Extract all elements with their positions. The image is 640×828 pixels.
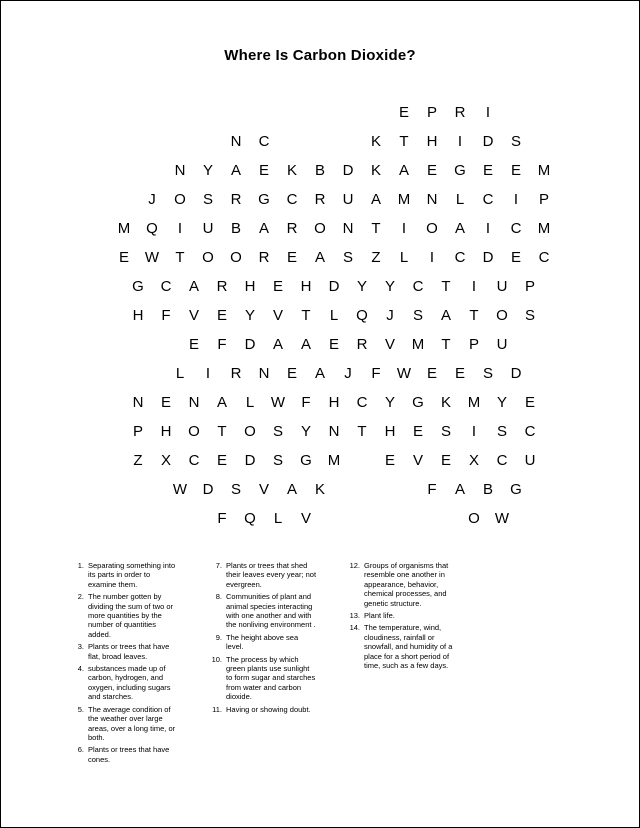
clue-number: 1. [77,561,84,570]
grid-cell[interactable]: V [384,336,395,353]
clue-item [69,642,179,661]
grid-cell[interactable]: W [494,510,510,527]
grid-cell[interactable]: P [468,336,479,353]
grid-cell[interactable]: S [496,423,507,440]
grid-cell[interactable]: A [314,249,325,266]
grid-cell-empty [110,185,138,214]
grid-cell-empty [96,301,124,330]
grid-cell[interactable]: H [300,278,312,295]
grid-cell[interactable]: K [370,133,381,150]
grid-cell[interactable]: E [398,104,409,121]
clue-number: 13. [349,611,360,621]
grid-cell[interactable]: T [371,220,381,237]
clue-text: Plants or trees that have cones. [88,745,170,764]
grid-cell-empty [334,98,362,127]
clue-number: 5. [77,704,84,714]
grid-cell-empty [96,272,124,301]
grid-cell[interactable]: A [370,191,381,208]
page-title: Where Is Carbon Dioxide? [224,47,416,64]
grid-cell[interactable]: K [286,162,297,179]
grid-cell-empty [306,98,334,127]
grid-row [96,417,544,446]
grid-cell[interactable]: Y [384,278,395,295]
grid-cell[interactable]: T [399,133,409,150]
grid-cell[interactable]: C [188,452,200,469]
clue-number: 10. [211,654,222,664]
grid-cell-empty [348,446,376,475]
grid-cell[interactable]: S [272,423,283,440]
grid-cell[interactable]: E [216,452,227,469]
clue-column [69,561,179,767]
grid-cell[interactable]: D [482,133,494,150]
grid-cell[interactable]: A [272,336,283,353]
grid-row [96,388,544,417]
word-search-grid [1,98,639,533]
grid-cell[interactable]: G [412,394,424,411]
grid-cell[interactable]: F [371,365,381,382]
grid-cell-empty [194,98,222,127]
grid-cell[interactable]: W [144,249,160,266]
grid-cell-empty [334,475,362,504]
grid-cell[interactable]: H [328,394,340,411]
grid-cell[interactable]: E [510,249,521,266]
grid-cell[interactable]: I [513,191,519,208]
grid-cell-empty [166,127,194,156]
grid-cell[interactable]: E [384,452,395,469]
grid-cell-empty [390,475,418,504]
grid-cell[interactable]: L [455,191,465,208]
grid-row [96,301,544,330]
clue-text: Separating something into its parts in order to examine them. [88,561,176,589]
grid-cell[interactable]: C [286,191,298,208]
grid-cell[interactable]: E [510,162,521,179]
grid-row [124,330,516,359]
grid-cell-empty [334,127,362,156]
grid-cell[interactable]: N [230,133,242,150]
grid-cell-empty [96,417,124,446]
grid-cell[interactable]: R [258,249,270,266]
grid-cell[interactable]: N [188,394,200,411]
grid-cell[interactable]: X [468,452,479,469]
clue-number: 2. [77,592,84,602]
clue-text: The height above sea level. [226,632,299,652]
grid-cell[interactable]: C [538,249,550,266]
clue-text: Plants or trees that shed their leaves every year; not evergreen. [226,561,317,589]
grid-cell[interactable]: I [485,104,491,121]
grid-cell[interactable]: Y [300,423,311,440]
grid-cell[interactable]: A [300,336,311,353]
grid-cell[interactable]: K [440,394,451,411]
grid-cell[interactable]: O [426,220,438,237]
grid-cell-empty [194,127,222,156]
grid-cell[interactable]: N [426,191,438,208]
grid-cell[interactable]: I [471,278,477,295]
grid-cell[interactable]: E [118,249,129,266]
grid-cell[interactable]: K [370,162,381,179]
grid-cell[interactable]: S [230,481,241,498]
grid-cell[interactable]: E [258,162,269,179]
clue-number: 12. [349,561,360,570]
grid-cell-empty [110,127,138,156]
grid-cell[interactable]: A [314,365,325,382]
clue-item [345,623,455,670]
grid-cell-empty [110,359,138,388]
clue-item [345,561,455,608]
grid-cell[interactable]: C [356,394,368,411]
clue-list [69,561,569,767]
grid-cell-empty [278,127,306,156]
clue-item [207,561,317,589]
grid-cell[interactable]: C [454,249,466,266]
grid-cell-empty [110,475,138,504]
grid-cell[interactable]: A [454,220,465,237]
grid-cell[interactable]: E [286,249,297,266]
clue-text: Groups of organisms that resemble one another in appearance, behavior, chemical processes, and genetic structure. [364,561,449,608]
grid-cell[interactable]: G [300,452,312,469]
grid-cell[interactable]: C [510,220,522,237]
grid-cell[interactable]: V [188,307,199,324]
grid-cell[interactable]: O [230,249,242,266]
grid-cell[interactable]: S [412,307,423,324]
grid-cell-empty [320,504,348,533]
grid-cell[interactable]: U [342,191,354,208]
grid-cell[interactable]: E [216,307,227,324]
grid-cell[interactable]: L [245,394,255,411]
grid-cell[interactable]: J [386,307,394,324]
clue-number: 4. [77,664,84,674]
grid-cell[interactable]: M [397,191,411,208]
grid-cell[interactable]: V [272,307,283,324]
grid-cell-empty [138,359,166,388]
grid-cell[interactable]: O [174,191,186,208]
grid-cell[interactable]: I [485,220,491,237]
grid-cell[interactable]: D [328,278,340,295]
grid-cell[interactable]: M [467,394,481,411]
grid-cell[interactable]: I [429,249,435,266]
grid-cell[interactable]: O [244,423,256,440]
grid-cell[interactable]: E [524,394,535,411]
grid-cell[interactable]: U [496,278,508,295]
grid-cell-empty [138,127,166,156]
grid-cell[interactable]: O [468,510,480,527]
grid-cell-empty [124,330,152,359]
grid-cell-empty [138,475,166,504]
grid-cell[interactable]: T [441,336,451,353]
grid-cell[interactable]: A [286,481,297,498]
grid-cell-empty [404,504,432,533]
grid-cell[interactable]: U [524,452,536,469]
grid-cell[interactable]: S [272,452,283,469]
grid-cell-empty [138,156,166,185]
grid-cell[interactable]: I [177,220,183,237]
grid-cell[interactable]: D [342,162,354,179]
grid-row [124,504,516,533]
grid-cell[interactable]: C [496,452,508,469]
clue-item [69,592,179,639]
grid-row [110,98,530,127]
grid-cell-empty [180,504,208,533]
grid-row [82,185,558,214]
clue-item [207,705,317,714]
grid-cell[interactable]: O [202,249,214,266]
grid-cell[interactable]: Y [244,307,255,324]
grid-cell-empty [166,98,194,127]
grid-cell[interactable]: T [175,249,185,266]
grid-cell-empty [82,214,110,243]
grid-cell-empty [362,98,390,127]
grid-cell[interactable]: C [524,423,536,440]
clue-text: Communities of plant and animal species interacting with one another and with the nonliving environment . [226,592,316,630]
grid-cell[interactable]: L [399,249,409,266]
grid-cell[interactable]: B [230,220,241,237]
clue-item [207,633,317,652]
clue-number: 14. [349,623,360,633]
clue-item [345,611,455,620]
grid-cell-empty [152,504,180,533]
grid-cell[interactable]: I [205,365,211,382]
grid-row [82,243,558,272]
grid-cell[interactable]: A [258,220,269,237]
grid-cell-empty [250,98,278,127]
grid-cell[interactable]: C [160,278,172,295]
grid-cell[interactable]: O [496,307,508,324]
clue-number: 8. [215,592,222,602]
grid-cell[interactable]: N [328,423,340,440]
grid-cell[interactable]: A [454,481,465,498]
grid-cell[interactable]: L [329,307,339,324]
clue-column [345,561,455,767]
grid-cell[interactable]: T [441,278,451,295]
grid-cell[interactable]: M [411,336,425,353]
grid-cell[interactable]: L [175,365,185,382]
grid-cell[interactable]: R [286,220,298,237]
grid-cell[interactable]: S [202,191,213,208]
grid-row [110,475,530,504]
grid-cell-empty [376,504,404,533]
grid-cell[interactable]: T [217,423,227,440]
grid-cell[interactable]: A [440,307,451,324]
grid-cell[interactable]: N [174,162,186,179]
grid-cell[interactable]: B [314,162,325,179]
grid-cell[interactable]: N [132,394,144,411]
grid-cell[interactable]: U [496,336,508,353]
grid-cell[interactable]: R [314,191,326,208]
grid-cell[interactable]: Z [371,249,381,266]
grid-cell[interactable]: O [188,423,200,440]
grid-cell[interactable]: A [216,394,227,411]
grid-cell[interactable]: E [426,365,437,382]
grid-cell[interactable]: U [202,220,214,237]
grid-cell[interactable]: I [401,220,407,237]
grid-cell[interactable]: J [344,365,352,382]
grid-cell[interactable]: N [258,365,270,382]
clue-text: The temperature, wind, cloudiness, rainfall or snowfall, and humidity of a place for a short period of time, such as a few days. [364,623,453,671]
grid-cell-empty [82,243,110,272]
grid-cell[interactable]: G [510,481,522,498]
grid-cell[interactable]: M [327,452,341,469]
grid-cell[interactable]: A [188,278,199,295]
clue-text: Plant life. [364,611,395,621]
grid-cell[interactable]: Q [356,307,368,324]
grid-cell[interactable]: S [342,249,353,266]
grid-cell[interactable]: R [356,336,368,353]
grid-cell[interactable]: H [426,133,438,150]
grid-cell[interactable]: Y [384,394,395,411]
grid-cell[interactable]: C [258,133,270,150]
grid-cell[interactable]: R [454,104,466,121]
grid-cell[interactable]: V [412,452,423,469]
grid-cell[interactable]: C [412,278,424,295]
grid-cell[interactable]: P [132,423,143,440]
grid-cell[interactable]: D [244,336,256,353]
clue-text: The average condition of the weather over large areas, over a long time, or both. [88,704,176,742]
grid-row [96,446,544,475]
grid-cell-empty [502,98,530,127]
grid-cell[interactable]: M [117,220,131,237]
grid-cell[interactable]: D [482,249,494,266]
grid-cell[interactable]: H [384,423,396,440]
grid-cell[interactable]: E [440,452,451,469]
grid-cell[interactable]: H [132,307,144,324]
grid-cell[interactable]: Y [202,162,213,179]
clue-item [207,592,317,630]
grid-cell[interactable]: T [469,307,479,324]
grid-cell[interactable]: X [160,452,171,469]
grid-cell-empty [96,446,124,475]
grid-cell-empty [362,475,390,504]
grid-cell-empty [138,98,166,127]
grid-cell[interactable]: L [273,510,283,527]
clue-text: Having or showing doubt. [226,704,311,714]
grid-cell-empty [96,388,124,417]
grid-cell[interactable]: G [258,191,270,208]
grid-cell[interactable]: E [482,162,493,179]
grid-cell[interactable]: V [258,481,269,498]
grid-cell[interactable]: B [482,481,493,498]
grid-cell[interactable]: E [286,365,297,382]
grid-cell[interactable]: E [426,162,437,179]
grid-row [110,359,530,388]
grid-cell[interactable]: W [270,394,286,411]
grid-cell[interactable]: T [301,307,311,324]
grid-cell[interactable]: H [160,423,172,440]
grid-cell[interactable]: Y [356,278,367,295]
grid-cell[interactable]: M [537,162,551,179]
grid-row [96,272,544,301]
grid-cell[interactable]: A [230,162,241,179]
grid-cell-empty [348,504,376,533]
grid-cell[interactable]: F [217,510,227,527]
grid-cell[interactable]: T [357,423,367,440]
clue-text: The number gotten by dividing the sum of two or more quantities by the number of quantities added. [88,592,174,639]
grid-cell[interactable]: A [398,162,409,179]
grid-cell[interactable]: P [538,191,549,208]
grid-cell[interactable]: E [272,278,283,295]
grid-row [82,156,558,185]
grid-cell[interactable]: Z [133,452,143,469]
clue-number: 3. [77,642,84,652]
grid-row [110,127,530,156]
grid-cell-empty [110,156,138,185]
grid-cell[interactable]: G [132,278,144,295]
grid-cell[interactable]: D [510,365,522,382]
grid-cell[interactable]: N [342,220,354,237]
grid-cell[interactable]: F [301,394,311,411]
grid-cell[interactable]: E [188,336,199,353]
grid-cell[interactable]: M [537,220,551,237]
grid-cell-empty [82,156,110,185]
grid-cell[interactable]: F [427,481,437,498]
grid-cell[interactable]: G [454,162,466,179]
clue-text: substances made up of carbon, hydrogen, and oxygen, including sugars and starches. [88,664,171,702]
clue-item [69,664,179,702]
grid-cell-empty [110,98,138,127]
grid-cell[interactable]: F [217,336,227,353]
grid-cell[interactable]: D [202,481,214,498]
clue-item [69,561,179,589]
grid-cell[interactable]: W [172,481,188,498]
clue-number: 9. [215,632,222,642]
grid-cell[interactable]: K [314,481,325,498]
clue-text: Plants or trees that have flat, broad leaves. [88,642,170,661]
grid-cell[interactable]: W [396,365,412,382]
grid-cell[interactable]: S [510,133,521,150]
grid-cell[interactable]: R [230,365,242,382]
clue-number: 6. [77,745,84,755]
grid-cell-empty [82,185,110,214]
grid-cell[interactable]: P [426,104,437,121]
grid-cell[interactable]: Q [146,220,158,237]
grid-cell[interactable]: E [454,365,465,382]
clue-item [207,655,317,702]
clue-number: 11. [212,704,222,714]
grid-cell[interactable]: Q [244,510,256,527]
grid-cell-empty [432,504,460,533]
grid-cell-empty [222,98,250,127]
grid-cell[interactable]: P [524,278,535,295]
grid-cell[interactable]: S [440,423,451,440]
grid-row [82,214,558,243]
grid-cell[interactable]: V [300,510,311,527]
grid-cell[interactable]: O [314,220,326,237]
grid-cell[interactable]: C [482,191,494,208]
grid-cell-empty [124,504,152,533]
grid-cell-empty [278,98,306,127]
grid-cell[interactable]: E [412,423,423,440]
clue-text: The process by which green plants use sunlight to form sugar and starches from water and carbon dioxide. [226,654,316,702]
grid-cell[interactable]: I [457,133,463,150]
grid-cell[interactable]: I [471,423,477,440]
grid-cell-empty [152,330,180,359]
clue-item [69,705,179,743]
grid-cell[interactable]: R [216,278,228,295]
grid-cell[interactable]: Y [496,394,507,411]
clue-number: 7. [215,561,222,570]
grid-cell[interactable]: F [161,307,171,324]
grid-cell[interactable]: E [328,336,339,353]
grid-cell-empty [306,127,334,156]
grid-cell[interactable]: E [160,394,171,411]
grid-cell[interactable]: S [482,365,493,382]
clue-column [207,561,317,767]
grid-cell[interactable]: J [148,191,156,208]
grid-cell[interactable]: R [230,191,242,208]
grid-cell[interactable]: D [244,452,256,469]
grid-cell[interactable]: S [524,307,535,324]
grid-cell[interactable]: H [244,278,256,295]
clue-item [69,745,179,764]
